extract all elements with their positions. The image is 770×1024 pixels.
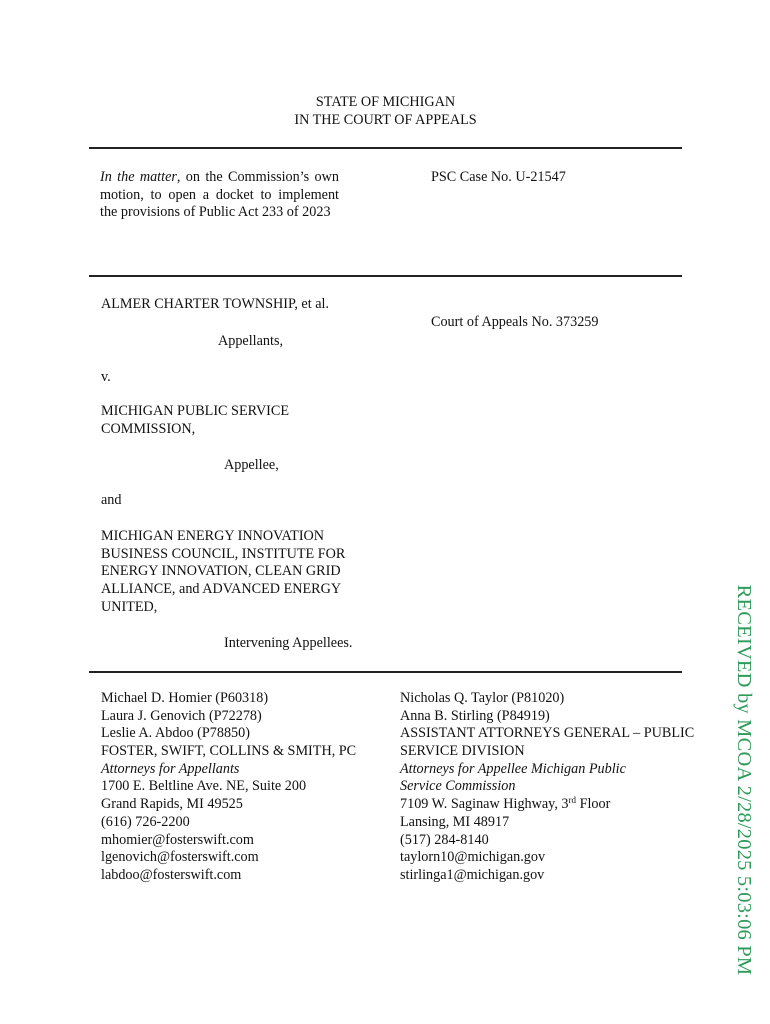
attorney-name: Michael D. Homier (P60318) (101, 690, 269, 706)
address-line (400, 796, 694, 814)
contact-line: Grand Rapids, MI 49525 (101, 796, 243, 813)
contact-line: Lansing, MI 48917 (400, 813, 510, 830)
court-heading: IN THE COURT OF APPEALS (294, 111, 477, 128)
intervenors-role: Intervening Appellees. (224, 635, 353, 651)
and-label: and (101, 492, 122, 508)
intervenors-list (101, 528, 345, 616)
divider-rule (89, 671, 682, 673)
appellants-role: Appellants, (218, 333, 284, 349)
versus-label: v. (101, 369, 111, 385)
appellee-name-line: MICHIGAN PUBLIC SERVICE (101, 403, 290, 419)
matter-italic-lead: In the matter (100, 169, 177, 185)
contact-line: (616) 726-2200 (101, 813, 190, 830)
contact-line: (517) 284-8140 (400, 831, 489, 848)
attorney-name: Nicholas Q. Taylor (P81020) (400, 690, 565, 706)
divider-rule (89, 275, 682, 277)
counsel-role-text: Attorneys for Appellants (101, 760, 240, 777)
firm-name: FOSTER, SWIFT, COLLINS & SMITH, PC (101, 743, 357, 760)
received-stamp: RECEIVED by MCOA 2/28/2025 5:03:06 PM (732, 584, 755, 976)
ordinal-suffix: rd (568, 795, 577, 806)
address-text: Floor (576, 796, 611, 813)
intervenor-line: BUSINESS COUNCIL, INSTITUTE FOR (101, 545, 346, 562)
state-heading: STATE OF MICHIGAN (315, 94, 456, 110)
intervenor-line: UNITED, (101, 598, 158, 615)
address-text: 7109 W. Saginaw Highway, 3 (400, 796, 569, 813)
appellants-name: ALMER CHARTER TOWNSHIP, et al. (101, 296, 329, 312)
email-line: taylorn10@michigan.gov (400, 849, 546, 866)
attorney-name: Anna B. Stirling (P84919) (400, 707, 550, 724)
appellee-name-line: COMMISSION, (101, 420, 196, 437)
office-name: SERVICE DIVISION (400, 743, 525, 760)
psc-case-number: PSC Case No. U-21547 (431, 169, 566, 185)
court-caption (89, 94, 682, 129)
email-line: mhomier@fosterswift.com (101, 831, 254, 848)
attorney-name: Laura J. Genovich (P72278) (101, 707, 262, 724)
appellants-counsel-block (101, 690, 356, 885)
office-name: ASSISTANT ATTORNEYS GENERAL – PUBLIC (400, 725, 695, 742)
attorney-name: Leslie A. Abdoo (P78850) (101, 725, 250, 742)
counsel-role (101, 761, 356, 779)
email-line: lgenovich@fosterswift.com (101, 849, 259, 866)
intervenor-line: MICHIGAN ENERGY INNOVATION (101, 528, 325, 544)
contact-line: 1700 E. Beltline Ave. NE, Suite 200 (101, 778, 307, 795)
intervenor-line: ALLIANCE, and ADVANCED ENERGY (101, 581, 342, 598)
counsel-role-text: Service Commission (400, 778, 516, 795)
divider-rule (89, 147, 682, 149)
appellee-counsel-block (400, 690, 694, 885)
email-line: stirlinga1@michigan.gov (400, 866, 545, 883)
appellee-role: Appellee, (224, 457, 279, 473)
email-line: labdoo@fosterswift.com (101, 866, 242, 883)
intervenor-line: ENERGY INNOVATION, CLEAN GRID (101, 563, 341, 580)
counsel-role (400, 761, 694, 779)
matter-description (100, 169, 339, 222)
coa-case-number: Court of Appeals No. 373259 (431, 314, 599, 330)
appellee-name (101, 403, 289, 438)
counsel-role (400, 778, 694, 796)
counsel-role-text: Attorneys for Appellee Michigan Public (400, 760, 626, 777)
matter-text: , on the Commission’s own motion, to open a docket to implement the provisions of Public Act 233 of 2023 (100, 169, 339, 221)
